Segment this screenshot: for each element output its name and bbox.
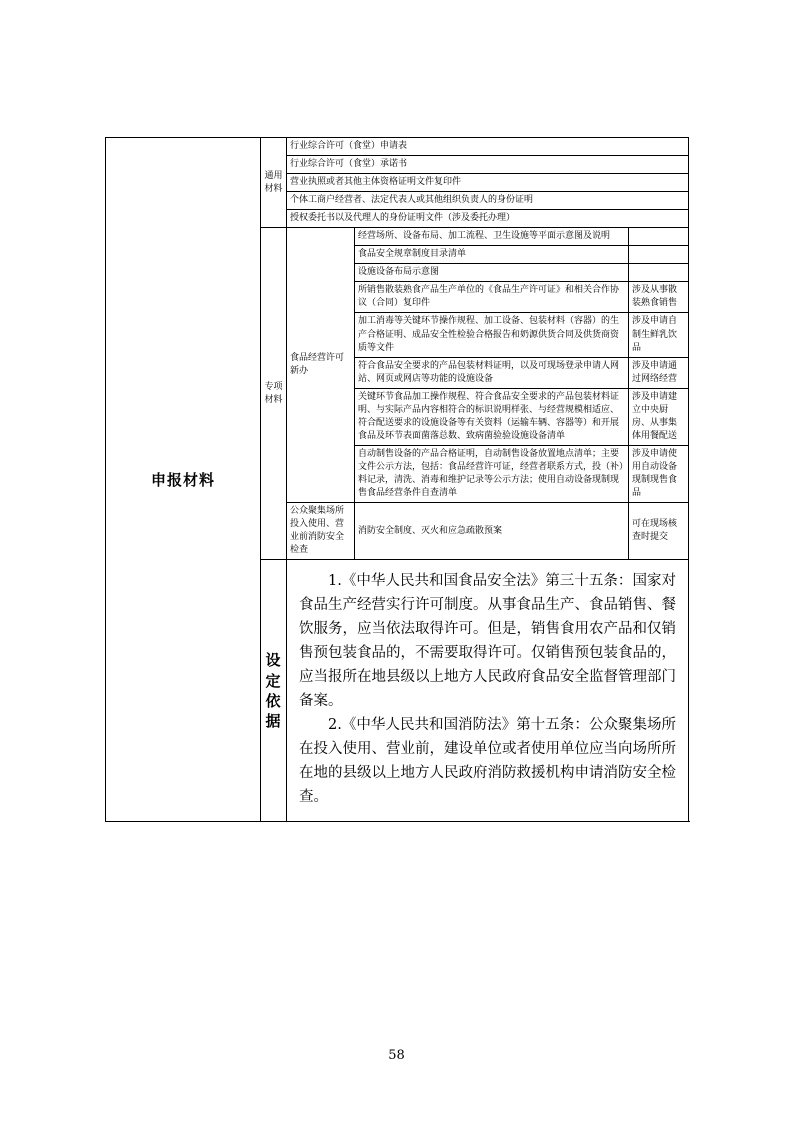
general-item: 营业执照或者其他主体资格证明文件复印件 [287, 174, 689, 192]
basis-content [287, 560, 689, 822]
special-item-note [629, 246, 689, 264]
general-item: 个体工商户经营者、法定代表人或其他组织负责人的身份证明 [287, 192, 689, 210]
special-item: 关键环节食品加工操作规程、符合食品安全要求的产品包装材料证明、与实际产品内容相符合的标识说明样张、与经营规模相适应、符合配送要求的设施设备等有关资料（运输车辆、容器等）和开展食品及环节表面菌落总数、致病菌验验设施设备清单 [355, 388, 629, 445]
special-item-note [629, 264, 689, 282]
basis-paragraph: 1.《中华人民共和国食品安全法》第三十五条：国家对食品生产经营实行许可制度。从事食品生产、食品销售、餐饮服务，应当依法取得许可。但是，销售食用农产品和仅销售预包装食品的，不需要取得许可。仅销售预包装食品的，应当报所在地县级以上地方人民政府食品安全监督管理部门备案。 [299, 573, 677, 709]
special-item: 设施设备布局示意图 [355, 264, 629, 282]
requirements-table [105, 137, 689, 822]
special-item-note: 涉及申请使用自动设备现制现售食品 [629, 445, 689, 502]
basis-paragraph: 2.《中华人民共和国消防法》第十五条：公众聚集场所在投入使用、营业前，建设单位或者使用单位应当向场所所在地的县级以上地方人民政府消防救援机构申请消防安全检查。 [299, 716, 677, 805]
table-row [106, 138, 689, 156]
special-item: 所销售散装熟食产品生产单位的《食品生产许可证》和相关合作协议（合同）复印件 [355, 282, 629, 313]
special-section-name: 公众聚集场所投入使用、营业前消防安全检查 [287, 503, 355, 560]
special-item: 自动制售设备的产品合格证明，自动制售设备放置地点清单；主要文件公示方法，包括：食品经营许可证，经营者联系方式，投（补）料记录，清洗、消毒和维护记录等公示方法；使用自动设备现制现售食品经营条件自查清单 [355, 445, 629, 502]
materials-label: 申报材料 [106, 138, 261, 822]
general-item: 授权委托书以及代理人的身份证明文件（涉及委托办理） [287, 210, 689, 228]
special-item-note: 涉及申请建立中央厨房、从事集体用餐配送 [629, 388, 689, 445]
special-item: 经营场所、设备布局、加工流程、卫生设施等平面示意图及说明 [355, 228, 629, 246]
special-item: 符合食品安全要求的产品包装材料证明，以及可现场登录申请人网站、网页或网店等功能的设施设备 [355, 357, 629, 388]
special-item-note: 涉及申请自制生鲜乳饮品 [629, 313, 689, 357]
page-number: 58 [388, 1048, 405, 1063]
special-item: 加工消毒等关键环节操作规程、加工设备、包装材料（容器）的生产合格证明、成品安全性检验合格报告和奶源供货合同及供货商资质等文件 [355, 313, 629, 357]
general-group-label: 通用材料 [261, 138, 287, 228]
basis-label: 设定依据 [261, 560, 287, 822]
general-item: 行业综合许可（食堂）承诺书 [287, 156, 689, 174]
special-item-note: 涉及申请通过网络经营 [629, 357, 689, 388]
special-item-note: 可在现场核查时提交 [629, 503, 689, 560]
general-item: 行业综合许可（食堂）申请表 [287, 138, 689, 156]
special-item: 消防安全制度、灭火和应急疏散预案 [355, 503, 629, 560]
special-item-note [629, 228, 689, 246]
special-section-name: 食品经营许可新办 [287, 228, 355, 503]
special-item: 食品安全规章制度目录清单 [355, 246, 629, 264]
special-group-label: 专项材料 [261, 228, 287, 560]
special-item-note: 涉及从事散装熟食销售 [629, 282, 689, 313]
